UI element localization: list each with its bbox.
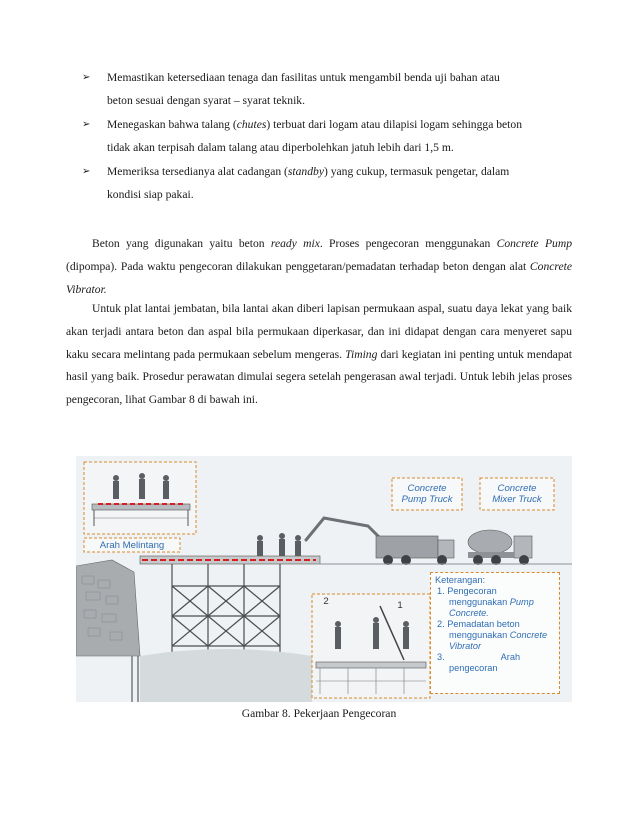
bullet-line: Memastikan ketersediaan tenaga dan fasilitas untuk mengambil benda uji bahan atau — [107, 71, 500, 84]
legend-item: 2. Pemadatan beton — [437, 619, 520, 629]
bullet-line: tidak akan terpisah dalam talang atau diperbolehkan jatuh lebih dari 1,5 m. — [107, 141, 454, 155]
bullet-line: Menegaskan bahwa talang (chutes) terbuat dari logam atau dilapisi logam sehingga beton — [107, 117, 522, 131]
legend-item: menggunakan Concrete — [449, 630, 548, 640]
arah-melintang-label: Arah Melintang — [99, 540, 165, 551]
legend-item: 1. Pengecoran — [437, 586, 497, 596]
step-number-1: 1 — [397, 600, 403, 611]
bullet-line: kondisi siap pakai. — [107, 188, 194, 202]
concrete-pouring-illustration — [76, 456, 572, 702]
legend-box — [430, 572, 560, 694]
pump-truck-label: Concrete Pump Truck — [401, 483, 453, 505]
legend-title: Keterangan: — [435, 575, 486, 585]
figure-caption: Gambar 8. Pekerjaan Pengecoran — [241, 707, 397, 720]
legend-item: menggunakan Pump — [449, 597, 534, 607]
arrow-bullet-icon: ➢ — [82, 118, 91, 130]
legend-item: Concrete. — [449, 608, 489, 618]
bullet-line: beton sesuai dengan syarat – syarat teknik. — [107, 94, 305, 108]
bullet-line: Memeriksa tersedianya alat cadangan (standby) yang cukup, termasuk pengetar, dalam — [107, 164, 510, 178]
legend-item: pengecoran — [449, 663, 498, 673]
step-number-2: 2 — [323, 596, 329, 607]
paragraph: Beton yang digunakan yaitu beton ready mix. Proses pengecoran menggunakan Concrete Pump (dipompa). Pada waktu pengecoran dilakukan penggetaran/pemadatan terhadap beton dengan alat Concrete Vibrator. — [66, 237, 572, 296]
legend-item: 3. Arah — [437, 652, 521, 662]
paragraph: Untuk plat lantai jembatan, bila lantai akan diberi lapisan permukaan aspal, suatu daya lekat yang baik akan terjadi antara beton dan aspal bila permukaan diperkasar, dan ini didapat dengan cara menyeret sapu kaku secara melintang pada permukaan sebelum mengeras. Timing dari kegiatan ini penting untuk mendapat hasil yang baik. Prosedur perawatan dimulai segera setelah pengerasan awal terjadi. Untuk lebih jelas proses pengecoran, lihat Gambar 8 di bawah ini. — [66, 302, 572, 407]
bullet-item — [82, 113, 570, 160]
bullet-item — [82, 66, 570, 113]
bullet-item — [82, 160, 570, 207]
mixer-truck-label: Concrete Mixer Truck — [492, 483, 542, 505]
legend-item: Vibrator — [449, 641, 482, 651]
arrow-bullet-icon: ➢ — [82, 72, 91, 83]
bullet-list — [82, 66, 570, 206]
arrow-bullet-icon: ➢ — [82, 165, 91, 177]
